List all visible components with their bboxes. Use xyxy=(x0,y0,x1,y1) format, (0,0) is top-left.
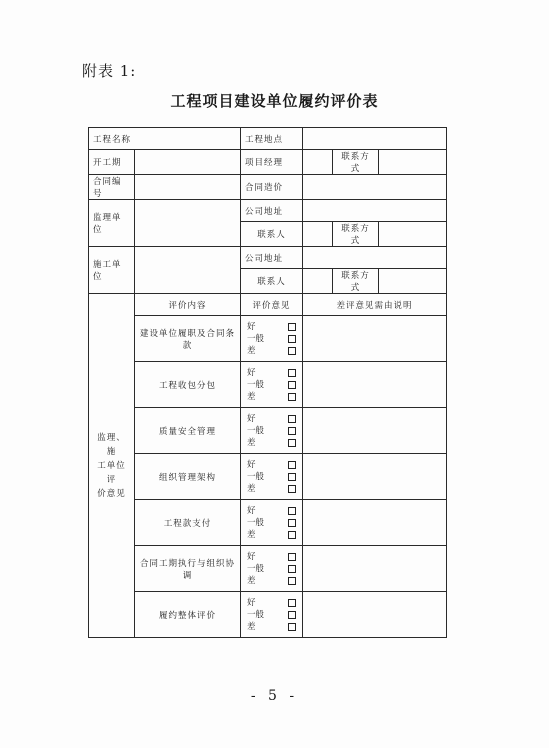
contract-price-label: 合同造价 xyxy=(241,175,303,200)
evaluation-item-row xyxy=(89,316,447,362)
option-good-label: 好 xyxy=(247,367,256,378)
rating-options xyxy=(241,316,303,362)
good-checkbox[interactable] xyxy=(288,507,296,515)
row-construction-address xyxy=(89,247,447,269)
contract-no-field[interactable] xyxy=(135,175,241,200)
remark-field[interactable] xyxy=(303,454,447,500)
evaluation-item-row xyxy=(89,500,447,546)
supervision-contact-method-field[interactable] xyxy=(379,222,447,247)
project-location-label: 工程地点 xyxy=(241,128,303,150)
rating-options xyxy=(241,362,303,408)
poor-checkbox[interactable] xyxy=(288,531,296,539)
page-title: 工程项目建设单位履约评价表 xyxy=(170,92,379,110)
row-start-date xyxy=(89,150,447,175)
poor-checkbox[interactable] xyxy=(288,577,296,585)
evaluation-item-row xyxy=(89,362,447,408)
option-poor-label: 差 xyxy=(247,621,256,632)
remark-field[interactable] xyxy=(303,362,447,408)
average-checkbox[interactable] xyxy=(288,335,296,343)
option-poor-label: 差 xyxy=(247,437,256,448)
header-content: 评价内容 xyxy=(135,294,241,316)
supervision-address-label: 公司地址 xyxy=(241,200,303,222)
good-checkbox[interactable] xyxy=(288,553,296,561)
side-label-line: 价意见 xyxy=(97,488,126,499)
option-good-label: 好 xyxy=(247,459,256,470)
good-checkbox[interactable] xyxy=(288,415,296,423)
good-checkbox[interactable] xyxy=(288,599,296,607)
option-average-label: 一般 xyxy=(247,609,265,620)
start-date-label: 开工期 xyxy=(89,150,135,175)
evaluation-form-table xyxy=(88,127,447,638)
contract-no-label: 合同编号 xyxy=(89,175,135,200)
evaluation-item-label: 工程款支付 xyxy=(135,500,241,546)
average-checkbox[interactable] xyxy=(288,427,296,435)
option-good-label: 好 xyxy=(247,505,256,516)
row-supervision-address xyxy=(89,200,447,222)
option-good-label: 好 xyxy=(247,413,256,424)
project-name-label: 工程名称 xyxy=(89,128,241,150)
option-poor-label: 差 xyxy=(247,575,256,586)
good-checkbox[interactable] xyxy=(288,323,296,331)
supervision-contact-label: 联系人 xyxy=(241,222,303,247)
construction-unit-label: 施工单位 xyxy=(89,247,135,294)
construction-address-field[interactable] xyxy=(303,247,447,269)
poor-checkbox[interactable] xyxy=(288,439,296,447)
evaluation-side-label xyxy=(89,294,135,638)
evaluation-item-label: 履约整体评价 xyxy=(135,592,241,638)
option-average-label: 一般 xyxy=(247,471,265,482)
option-good-label: 好 xyxy=(247,551,256,562)
remark-field[interactable] xyxy=(303,500,447,546)
contact-method-field[interactable] xyxy=(379,150,447,175)
construction-contact-label: 联系人 xyxy=(241,269,303,294)
construction-address-label: 公司地址 xyxy=(241,247,303,269)
option-poor-label: 差 xyxy=(247,529,256,540)
rating-options xyxy=(241,408,303,454)
option-poor-label: 差 xyxy=(247,483,256,494)
remark-field[interactable] xyxy=(303,408,447,454)
row-contract-no xyxy=(89,175,447,200)
rating-options xyxy=(241,500,303,546)
average-checkbox[interactable] xyxy=(288,473,296,481)
evaluation-item-row xyxy=(89,546,447,592)
remark-field[interactable] xyxy=(303,546,447,592)
good-checkbox[interactable] xyxy=(288,369,296,377)
evaluation-item-row xyxy=(89,592,447,638)
project-manager-label: 项目经理 xyxy=(241,150,303,175)
evaluation-item-label: 工程收包分包 xyxy=(135,362,241,408)
project-manager-field[interactable] xyxy=(303,150,333,175)
evaluation-item-row xyxy=(89,454,447,500)
option-good-label: 好 xyxy=(247,597,256,608)
option-good-label: 好 xyxy=(247,321,256,332)
supervision-contact-field[interactable] xyxy=(303,222,333,247)
start-date-field[interactable] xyxy=(135,150,241,175)
header-remark: 差评意见需由说明 xyxy=(303,294,447,316)
evaluation-item-label: 质量安全管理 xyxy=(135,408,241,454)
evaluation-item-row xyxy=(89,408,447,454)
option-average-label: 一般 xyxy=(247,333,265,344)
side-label-line: 监理、施 xyxy=(97,432,126,457)
average-checkbox[interactable] xyxy=(288,381,296,389)
page-number: - 5 - xyxy=(250,688,299,704)
poor-checkbox[interactable] xyxy=(288,485,296,493)
good-checkbox[interactable] xyxy=(288,461,296,469)
evaluation-item-label: 建设单位履职及合同条款 xyxy=(135,316,241,362)
supervision-unit-field[interactable] xyxy=(135,200,241,247)
rating-options xyxy=(241,592,303,638)
evaluation-item-label: 合同工期执行与组织协调 xyxy=(135,546,241,592)
construction-contact-method-label: 联系方式 xyxy=(333,269,379,294)
contact-method-label: 联系方式 xyxy=(333,150,379,175)
remark-field[interactable] xyxy=(303,592,447,638)
poor-checkbox[interactable] xyxy=(288,623,296,631)
option-poor-label: 差 xyxy=(247,391,256,402)
option-average-label: 一般 xyxy=(247,379,265,390)
rating-options xyxy=(241,546,303,592)
option-average-label: 一般 xyxy=(247,563,265,574)
option-average-label: 一般 xyxy=(247,517,265,528)
attachment-label: 附表 1: xyxy=(82,62,137,80)
average-checkbox[interactable] xyxy=(288,565,296,573)
header-opinion: 评价意见 xyxy=(241,294,303,316)
contract-price-field[interactable] xyxy=(303,175,447,200)
supervision-unit-label: 监理单位 xyxy=(89,200,135,247)
option-poor-label: 差 xyxy=(247,345,256,356)
side-label-line: 工单位评 xyxy=(97,460,126,485)
average-checkbox[interactable] xyxy=(288,611,296,619)
row-project-name xyxy=(89,128,447,150)
remark-field[interactable] xyxy=(303,316,447,362)
poor-checkbox[interactable] xyxy=(288,347,296,355)
project-location-field[interactable] xyxy=(303,128,447,150)
construction-contact-field[interactable] xyxy=(303,269,333,294)
construction-contact-method-field[interactable] xyxy=(379,269,447,294)
average-checkbox[interactable] xyxy=(288,519,296,527)
evaluation-header-row xyxy=(89,294,447,316)
option-average-label: 一般 xyxy=(247,425,265,436)
construction-unit-field[interactable] xyxy=(135,247,241,294)
supervision-contact-method-label: 联系方式 xyxy=(333,222,379,247)
rating-options xyxy=(241,454,303,500)
poor-checkbox[interactable] xyxy=(288,393,296,401)
supervision-address-field[interactable] xyxy=(303,200,447,222)
evaluation-item-label: 组织管理架构 xyxy=(135,454,241,500)
